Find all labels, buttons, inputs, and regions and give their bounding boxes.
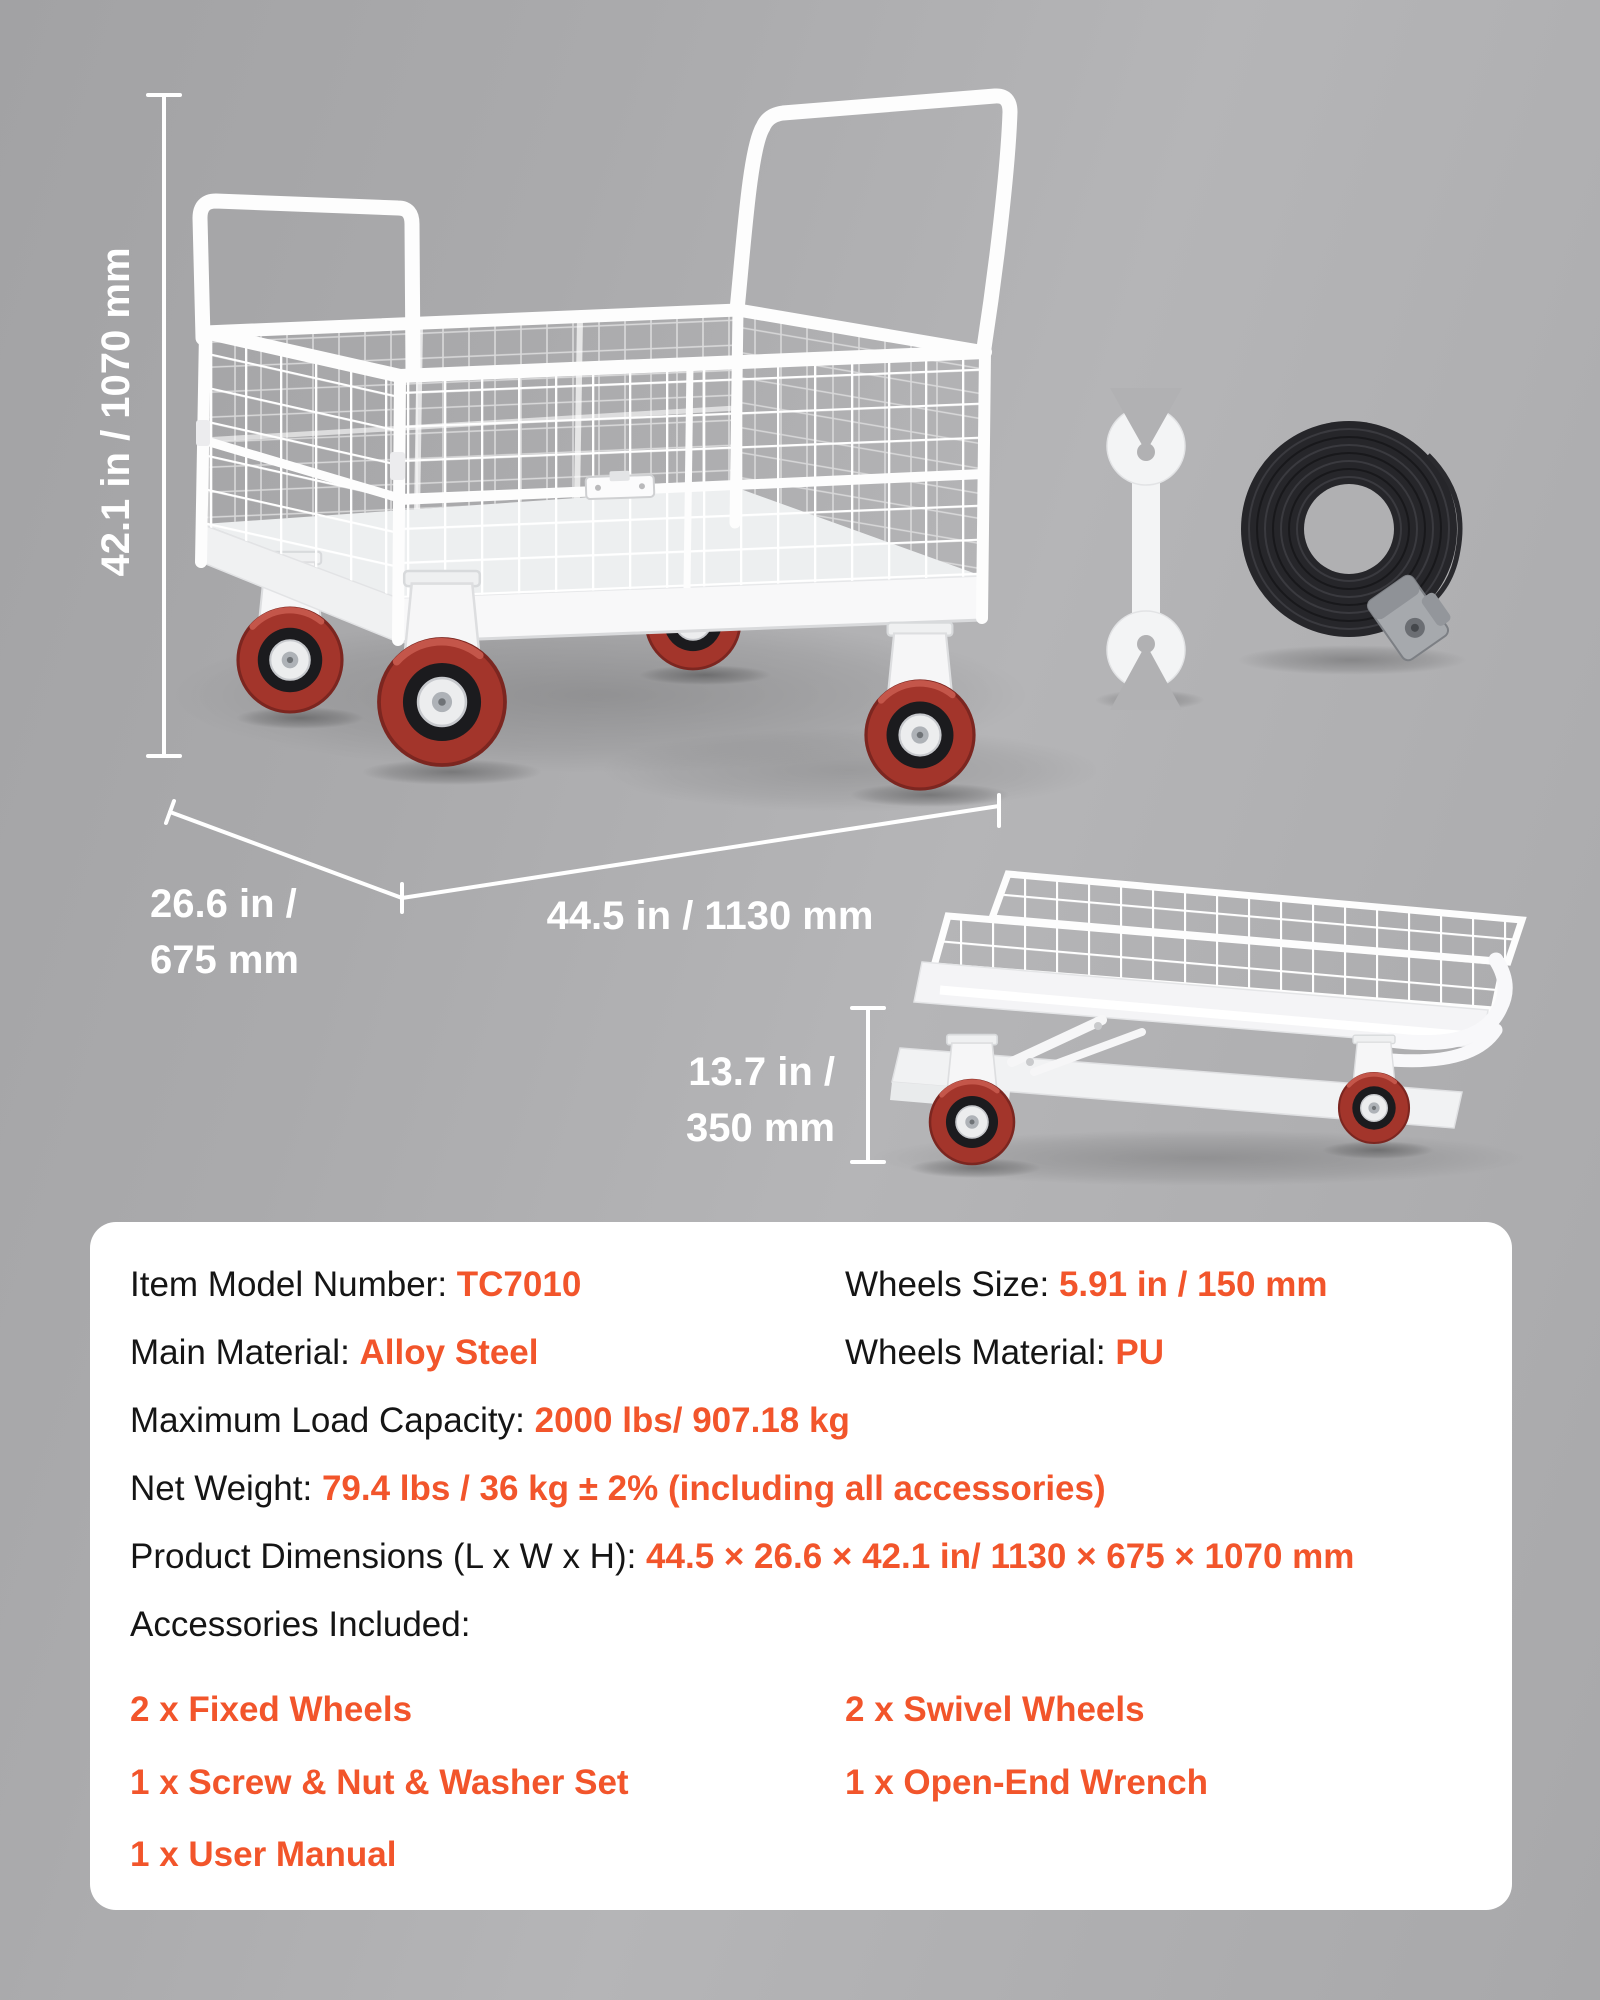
spec-wheels-material: Wheels Material: PU bbox=[845, 1333, 1164, 1372]
open-end-wrench-icon bbox=[1095, 388, 1205, 710]
height-dimension-line bbox=[148, 95, 180, 756]
accessory-swivel-wheels: 2 x Swivel Wheels bbox=[845, 1690, 1145, 1729]
folded-height-dimension-line bbox=[852, 1008, 884, 1162]
height-dimension-label: 42.1 in / 1070 mm bbox=[94, 247, 138, 577]
folded-height-line2: 350 mm bbox=[686, 1106, 835, 1150]
spec-main-material: Main Material: Alloy Steel bbox=[130, 1333, 539, 1372]
accessory-user-manual: 1 x User Manual bbox=[130, 1835, 397, 1874]
spec-card bbox=[90, 1222, 1512, 1910]
folded-height-line1: 13.7 in / bbox=[688, 1050, 835, 1094]
accessory-fixed-wheels: 2 x Fixed Wheels bbox=[130, 1690, 413, 1729]
main-cart-illustration bbox=[170, 96, 1100, 812]
depth-dimension-label bbox=[150, 876, 299, 988]
accessory-screw-nut-washer-set: 1 x Screw & Nut & Washer Set bbox=[130, 1763, 629, 1802]
depth-dimension-line2: 675 mm bbox=[150, 938, 299, 982]
spec-accessories-heading: Accessories Included: bbox=[130, 1605, 471, 1644]
spec-wheels-size: Wheels Size: 5.91 in / 150 mm bbox=[845, 1265, 1328, 1304]
depth-dimension-line1: 26.6 in / bbox=[150, 882, 297, 926]
length-dimension-label: 44.5 in / 1130 mm bbox=[546, 894, 874, 938]
spec-net-weight: Net Weight: 79.4 lbs / 36 kg ± 2% (including all accessories) bbox=[130, 1469, 1106, 1508]
spec-product-dimensions: Product Dimensions (L x W x H): 44.5 × 26.6 × 42.1 in/ 1130 × 675 × 1070 mm bbox=[130, 1537, 1355, 1576]
folded-height-dimension-label bbox=[600, 1044, 835, 1156]
accessory-open-end-wrench: 1 x Open-End Wrench bbox=[845, 1763, 1209, 1802]
ratchet-strap-icon bbox=[1237, 421, 1467, 675]
spec-item-model-number: Item Model Number: TC7010 bbox=[130, 1265, 582, 1304]
cart-right-handle bbox=[737, 96, 1010, 348]
spec-max-load-capacity: Maximum Load Capacity: 2000 lbs/ 907.18 kg bbox=[130, 1401, 850, 1440]
